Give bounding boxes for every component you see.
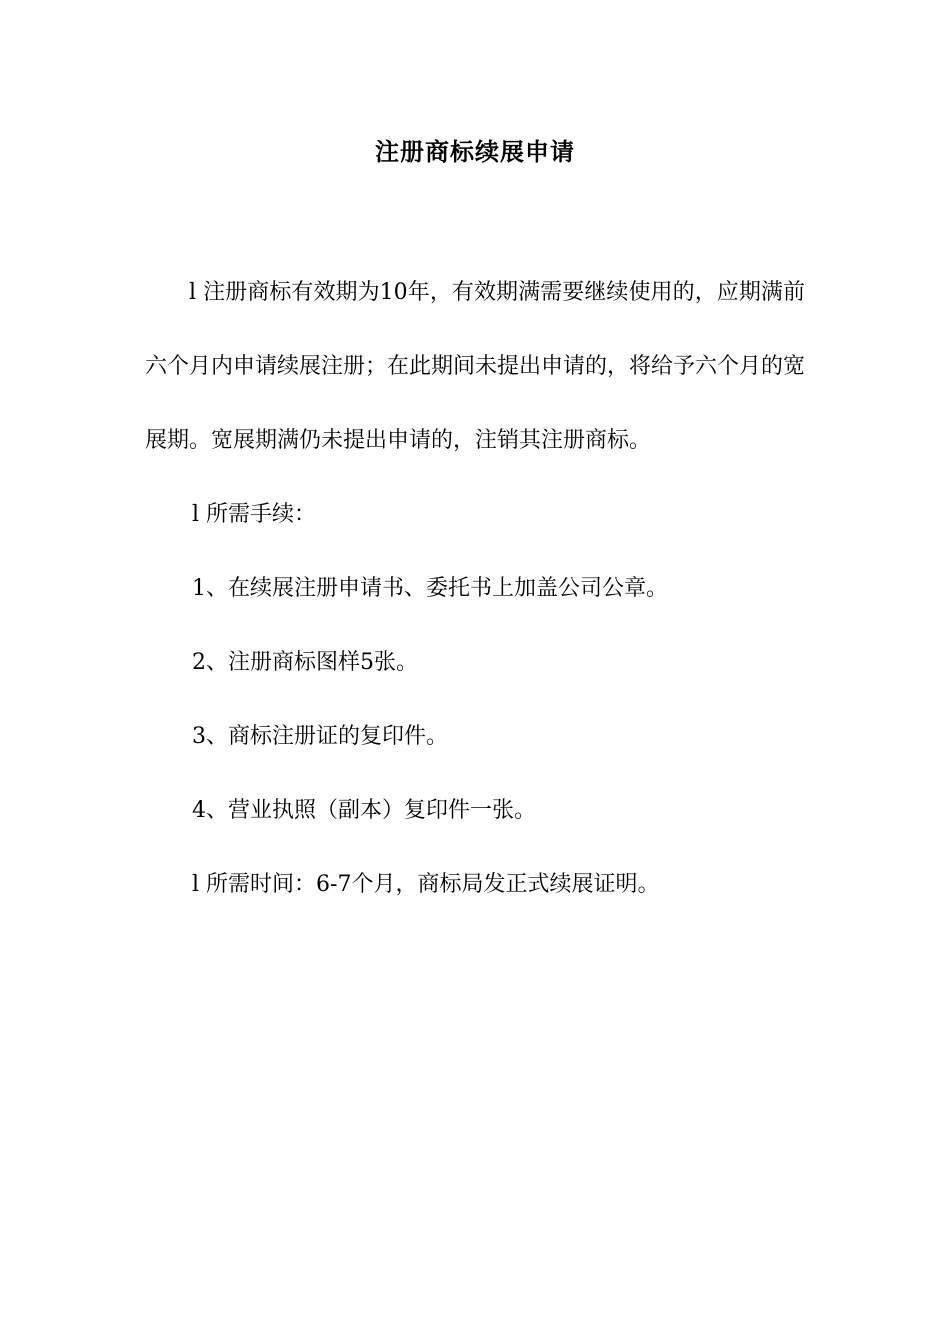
- procedure-item-1: 1、在续展注册申请书、委托书上加盖公司公章。: [192, 576, 668, 601]
- document-body: [145, 256, 805, 922]
- required-time-line: l 所需时间：6-7个月，商标局发正式续展证明。: [192, 872, 660, 897]
- procedures-heading: l 所需手续：: [192, 502, 317, 527]
- procedure-item-4: 4、营业执照（副本）复印件一张。: [192, 798, 536, 823]
- document-title: 注册商标续展申请: [375, 137, 575, 166]
- validity-paragraph: l 注册商标有效期为10年，有效期满需要继续使用的，应期满前六个月内申请续展注册；在此期间未提出申请的，将给予六个月的宽展期。宽展期满仍未提出申请的，注销其注册商标。: [145, 280, 806, 453]
- procedure-item-2: 2、注册商标图样5张。: [192, 650, 418, 675]
- procedure-item-3: 3、商标注册证的复印件。: [192, 724, 448, 749]
